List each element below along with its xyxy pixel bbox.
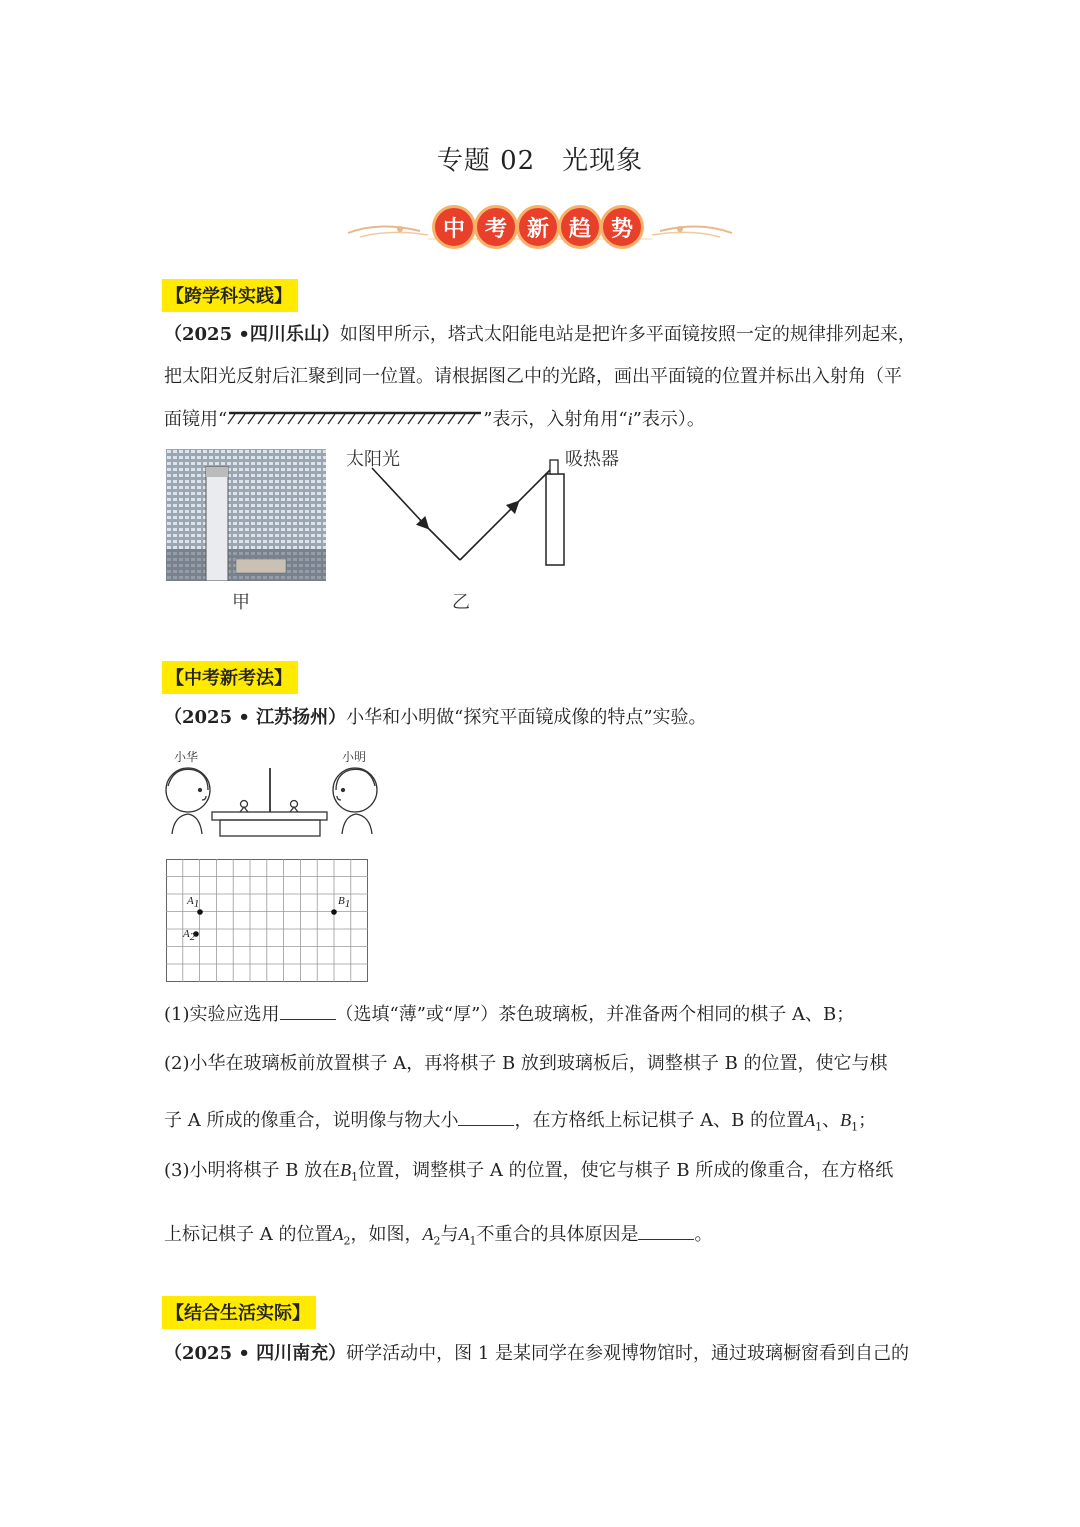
banner-char-2: 考 bbox=[474, 205, 518, 249]
light-path-diagram bbox=[360, 450, 580, 575]
figure-caption-jia: 甲 bbox=[232, 592, 250, 613]
source-label: （2025 •四川乐山） bbox=[164, 324, 340, 345]
section1-text bbox=[164, 314, 924, 441]
source-label: （2025 • 江苏扬州） bbox=[164, 707, 347, 728]
solar-tower-photo bbox=[166, 449, 326, 581]
source-label: （2025 • 四川南充） bbox=[164, 1343, 347, 1364]
grid-paper bbox=[166, 859, 369, 983]
answer-blank bbox=[280, 1001, 336, 1020]
figure-caption-yi: 乙 bbox=[452, 592, 470, 613]
banner-char-4: 趋 bbox=[558, 205, 602, 249]
experiment-illustration bbox=[160, 764, 385, 839]
point-b1-marker bbox=[331, 909, 337, 915]
banner-char-1: 中 bbox=[432, 205, 476, 249]
mirror-symbol-icon bbox=[227, 409, 483, 427]
banner-char-3: 新 bbox=[516, 205, 560, 249]
question-1: (1)实验应选用 （选填“薄”或“厚”）茶色玻璃板，并准备两个相同的棋子 A、B； bbox=[164, 994, 924, 1036]
section-tag-interdisciplinary: 【跨学科实践】 bbox=[162, 279, 298, 312]
banner-char-5: 势 bbox=[600, 205, 644, 249]
page-title: 专题 02 光现象 bbox=[436, 146, 644, 176]
grid-label-b1: $B_1$ bbox=[338, 895, 351, 911]
paragraph-line: 如图甲所示，塔式太阳能电站是把许多平面镜按照一定的规律排列起来， bbox=[339, 324, 916, 345]
question-3: (3)小明将棋子 B 放在$B_1$位置，调整棋子 A 的位置，使它与棋子 B 所成的像重合，在方格纸 上标记棋子 A 的位置$A_2$，如图，$A_2$与$A_1$不重合的具体原因是 。 bbox=[164, 1160, 894, 1248]
absorber-label: 吸热器 bbox=[565, 449, 619, 470]
section2-intro: （2025 • 江苏扬州）小华和小明做“探究平面镜成像的特点”实验。 bbox=[164, 707, 707, 728]
paragraph-line: 面镜用“ ”表示，入射角用“i”表示）。 bbox=[164, 409, 705, 430]
question-2: (2)小华在玻璃板前放置棋子 A，再将棋子 B 放到玻璃板后，调整棋子 B 的位置，使它与棋 子 A 所成的像重合，说明像与物大小 ，在方格纸上标记棋子 A、B 的位置$A_1$、$B_1$； bbox=[164, 1053, 888, 1134]
paragraph-line: 把太阳光反射后汇聚到同一位置。请根据图乙中的光路，画出平面镜的位置并标出入射角（平 bbox=[164, 366, 902, 387]
grid-label-a2: $A_2$ bbox=[183, 928, 196, 944]
section-tag-new-method: 【中考新考法】 bbox=[162, 661, 298, 694]
section3-text: （2025 • 四川南充）研学活动中，图 1 是某同学在参观博物馆时，通过玻璃橱窗看到自己的 bbox=[164, 1343, 910, 1364]
trend-banner bbox=[340, 205, 740, 257]
grid-label-a1: $A_1$ bbox=[187, 895, 200, 911]
xiaoming-label: 小明 bbox=[342, 750, 367, 764]
xiaohua-label: 小华 bbox=[174, 750, 199, 764]
sunlight-label: 太阳光 bbox=[346, 449, 400, 470]
answer-blank bbox=[458, 1107, 514, 1126]
answer-blank bbox=[638, 1221, 694, 1240]
section-tag-real-life: 【结合生活实际】 bbox=[162, 1296, 316, 1329]
